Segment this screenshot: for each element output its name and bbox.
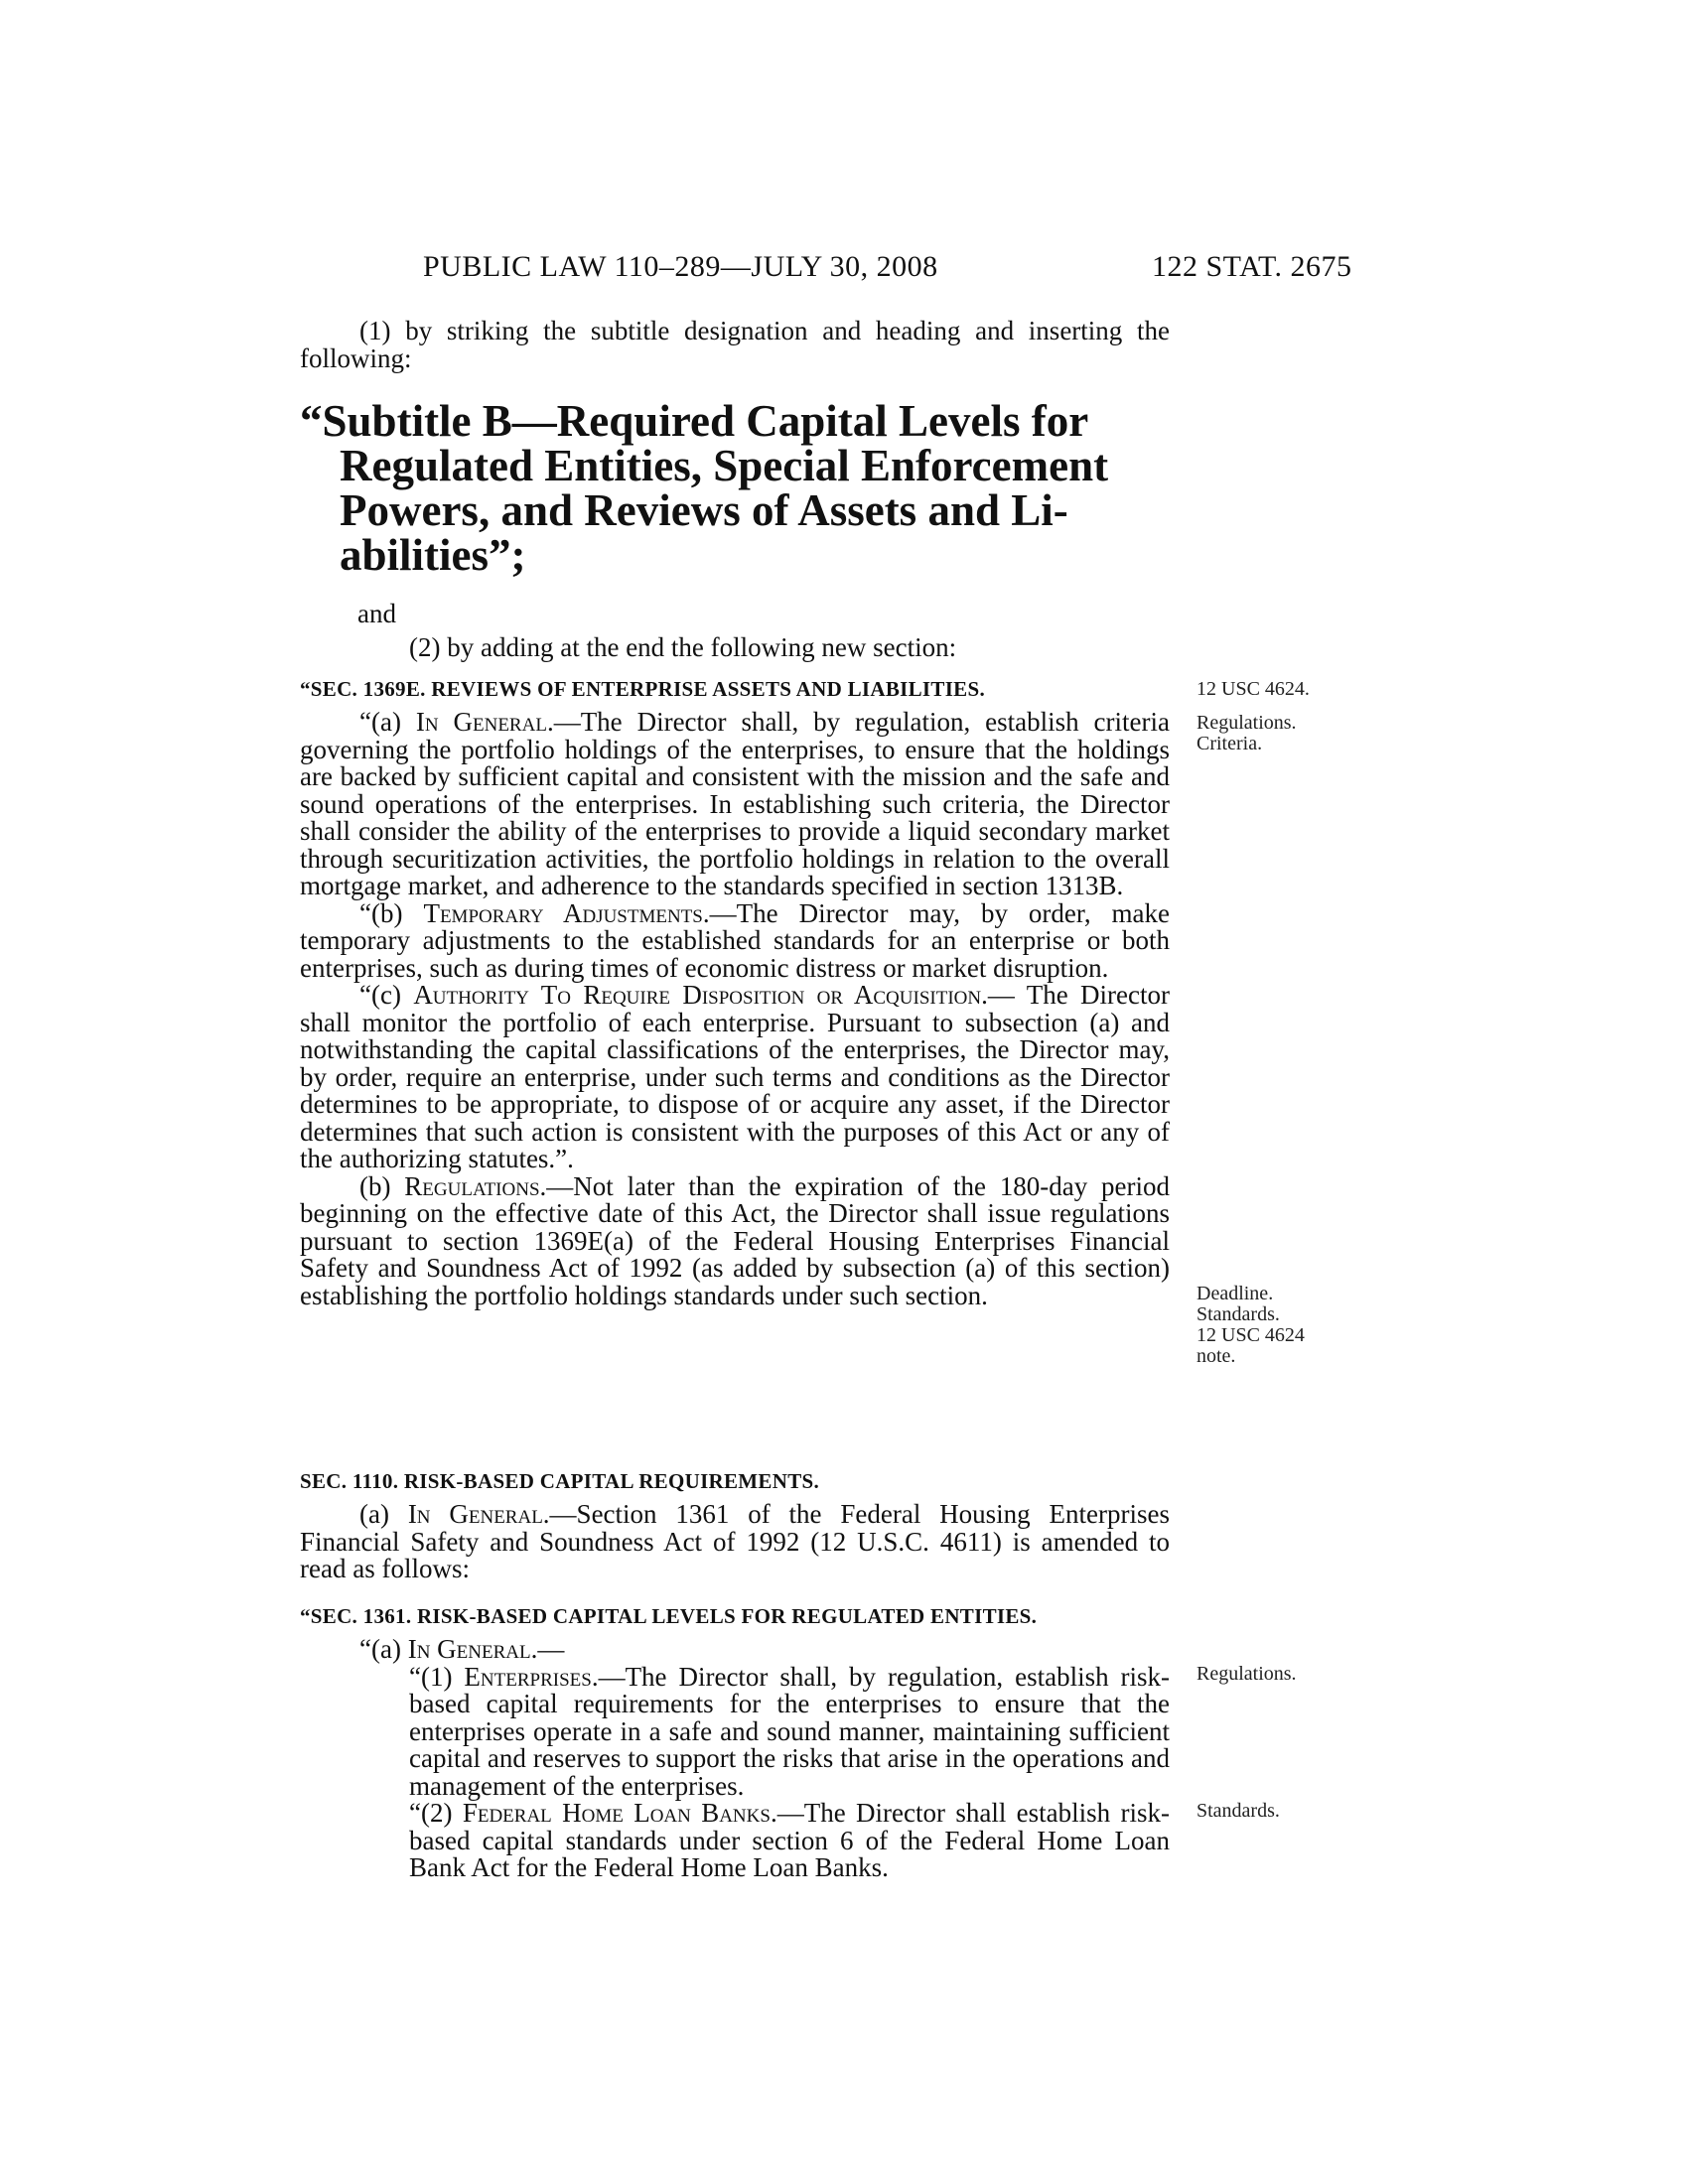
sec1110-a-text: .—Section 1361 of the Federal Housing Enterprises Financial Safety and Soundness Act of 1992 (12 U.S.C. 4611) is amended to read as follows: bbox=[300, 1499, 1170, 1583]
and-block bbox=[300, 601, 1170, 661]
subsection-a bbox=[300, 709, 1170, 900]
subsection-b bbox=[300, 897, 1171, 983]
item-2-text: (2) by adding at the end the following new section: bbox=[409, 631, 957, 662]
subtitle-heading-line: Regulated Entities, Special Enforcement bbox=[340, 441, 1109, 490]
page-header-stat-ref: 122 STAT. 2675 bbox=[1152, 250, 1352, 283]
sec1361-p1-label: Enterprises bbox=[464, 1661, 592, 1692]
subsection-c-open: “(c) bbox=[359, 980, 414, 1010]
margin-note-criteria: Criteria. bbox=[1196, 733, 1263, 754]
section-1369e-heading: “SEC. 1369E. REVIEWS OF ENTERPRISE ASSETS AND LIABILITIES. bbox=[300, 677, 986, 701]
sec1361-p1-text: .—The Director shall, by regulation, establish risk-based capital requirements for the enterprises to ensure that the enterprises operate in a safe and sound manner, maintaining sufficient capital and reserves to support the risks that arise in the operations and management of the enterprises. bbox=[409, 1661, 1170, 1801]
intro-text: (1) by striking the subtitle designation and heading and inserting the following: bbox=[300, 316, 1170, 373]
section-1110-heading: SEC. 1110. RISK-BASED CAPITAL REQUIREMENTS. bbox=[300, 1469, 820, 1493]
sec1361-p1-open: “(1) bbox=[409, 1661, 465, 1692]
sec1110-a-open: (a) bbox=[359, 1499, 408, 1529]
margin-note-regulations: Regulations. bbox=[1196, 712, 1297, 734]
subtitle-heading-line: Powers, and Reviews of Assets and Li- bbox=[340, 485, 1068, 535]
section-1361-subsection-a bbox=[300, 1636, 1170, 1664]
subsection-a-label: In General bbox=[415, 707, 547, 737]
subsection-b-label: Temporary Adjustments bbox=[423, 897, 703, 928]
sec1110-a-label: In General bbox=[407, 1499, 543, 1529]
subsection-c-label: Authority To Require Disposition or Acquisition bbox=[413, 980, 982, 1010]
and-text: and bbox=[357, 599, 396, 628]
section-1110-body bbox=[300, 1501, 1170, 1583]
regs-b-text: .—Not later than the expiration of the 180-day period beginning on the effective date of this Act, the Director shall issue regulations pursuant to section 1369E(a) of the Federal Housing Enterprises Financial Safety and Soundness Act of 1992 (as added by subsection (a) of this section) establishing the portfolio holdings standards under such section. bbox=[300, 1170, 1171, 1310]
subsection-a-text: .—The Director shall, by regulation, establish criteria governing the portfolio holdings of the enterprises, to ensure that the holdings are backed by sufficient capital and consistent with the mission and the safe and sound operations of the enterprises. In establishing such criteria, the Director shall consider the ability of the enterprises to provide a liquid secondary market through securitization activities, the portfolio holdings in relation to the overall mortgage market, and adherence to the standards specified in section 1313B. bbox=[300, 707, 1170, 900]
sec1361-a-label: In General bbox=[407, 1634, 531, 1664]
section-1361-paragraph-2 bbox=[300, 1800, 1170, 1882]
margin-note-usc: 12 USC 4624. bbox=[1196, 678, 1310, 700]
subsection-a-open: “(a) bbox=[359, 707, 416, 737]
subtitle-heading-line: abilities”; bbox=[340, 530, 526, 580]
sec1361-a-open: “(a) bbox=[359, 1634, 408, 1664]
subtitle-heading-line: “Subtitle B—Required Capital Levels for bbox=[300, 396, 1089, 446]
margin-note-usc-note-ref: 12 USC 4624 bbox=[1196, 1324, 1305, 1346]
subsection-b-open: “(b) bbox=[359, 897, 424, 928]
section-1361-body bbox=[300, 1636, 1170, 1882]
sec1361-p2-open: “(2) bbox=[409, 1798, 463, 1828]
section-1361-heading: “SEC. 1361. RISK-BASED CAPITAL LEVELS FOR REGULATED ENTITIES. bbox=[300, 1604, 1038, 1628]
regulations-subsection-b bbox=[300, 1170, 1171, 1310]
regs-b-open: (b) bbox=[359, 1170, 405, 1201]
sec1361-p2-label: Federal Home Loan Banks bbox=[462, 1798, 771, 1828]
subtitle-heading bbox=[300, 396, 1174, 580]
intro-paragraph bbox=[300, 318, 1170, 372]
margin-note-note: note. bbox=[1196, 1345, 1236, 1367]
section-1369e-body bbox=[300, 709, 1170, 1309]
regs-b-label: Regulations bbox=[404, 1170, 540, 1201]
margin-note-standards: Standards. bbox=[1196, 1303, 1280, 1325]
margin-note-deadline: Deadline. bbox=[1196, 1283, 1274, 1304]
margin-note-standards-2: Standards. bbox=[1196, 1800, 1280, 1822]
page-header-title: PUBLIC LAW 110–289—JULY 30, 2008 bbox=[423, 250, 938, 283]
subsection-b-text: .—The Director may, by order, make temporary adjustments to the established standards for an enterprise or both enterprises, such as during times of economic distress or market disruption. bbox=[300, 897, 1171, 983]
section-1110-subsection-a bbox=[300, 1501, 1170, 1583]
subsection-c bbox=[300, 982, 1170, 1173]
sec1361-a-dash: .— bbox=[530, 1634, 565, 1664]
subsection-c-text: .— The Director shall monitor the portfolio of each enterprise. Pursuant to subsection (a) and notwithstanding the capital classifications of the enterprises, the Director may, by order, require an enterprise, under such terms and conditions as the Director determines to be appropriate, to dispose of or acquire any asset, if the Director determines that such action is consistent with the purposes of this Act or any of the authorizing statutes.”. bbox=[300, 980, 1170, 1173]
sec1361-p2-text: .—The Director shall establish risk-based capital standards under section 6 of the Federal Home Loan Bank Act for the Federal Home Loan Banks. bbox=[409, 1798, 1171, 1882]
section-1361-paragraph-1 bbox=[300, 1661, 1170, 1801]
margin-note-regulations-2: Regulations. bbox=[1196, 1663, 1297, 1685]
